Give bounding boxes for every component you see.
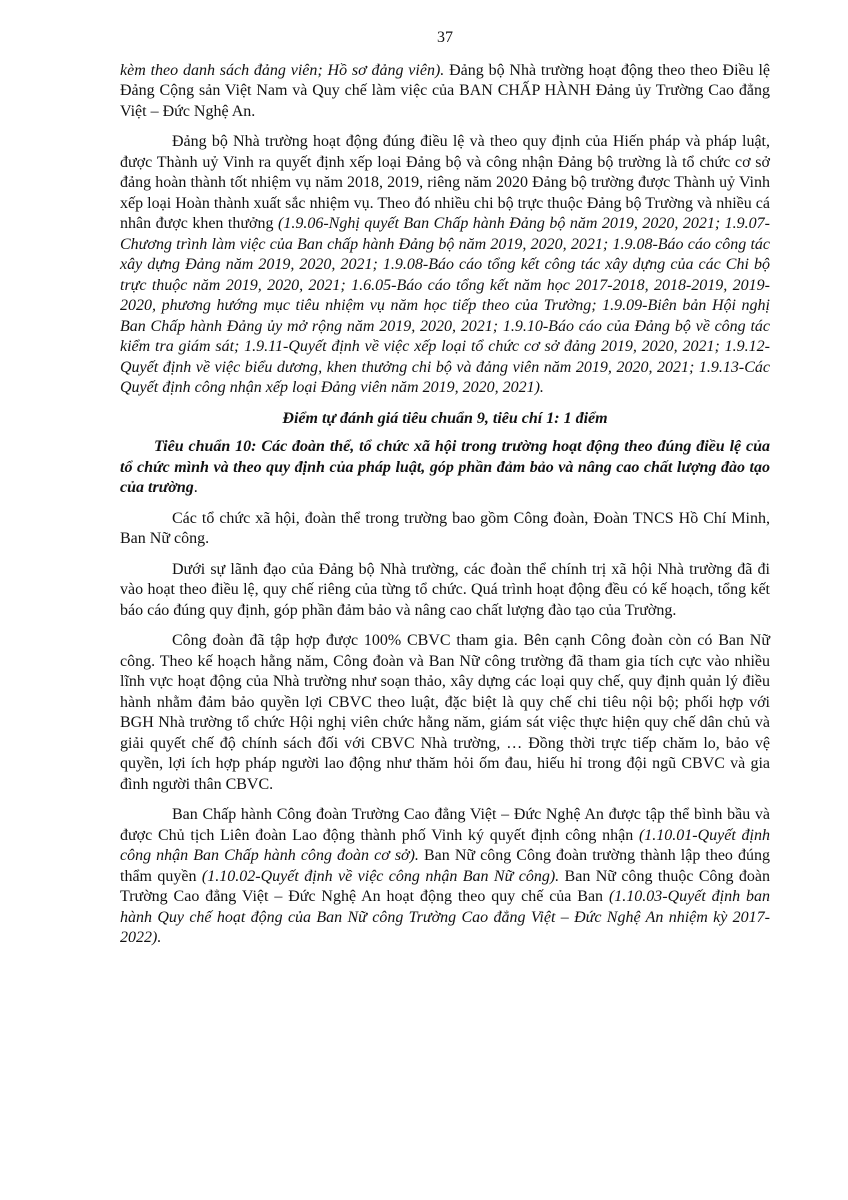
text-run: Dưới sự lãnh đạo của Đảng bộ Nhà trường, các đoàn thể chính trị xã hội Nhà trường đã đi vào hoạt theo điều lệ, quy chế riêng của từng tổ chức. Quá trình hoạt động đều có kế hoạch, tổng kết báo cáo đúng quy định, góp phần đảm bảo và nâng cao chất lượng đào tạo của Trường. xyxy=(120,560,770,619)
evidence-citation: (1.10.03-Quyết định ban hành Quy chế hoạt động của Ban Nữ công Trường Cao đẳng Việt – Đức Nghệ An nhiệm kỳ 2017-2022). xyxy=(120,888,770,946)
self-assessment-score: Điểm tự đánh giá tiêu chuẩn 9, tiêu chí 1: 1 điểm xyxy=(282,409,608,427)
paragraph-leadership xyxy=(120,560,770,622)
page-number: 37 xyxy=(437,29,453,46)
text-run: Ban Chấp hành Công đoàn Trường Cao đẳng Việt – Đức Nghệ An được tập thể bình bầu và được Chủ tịch Liên đoàn Lao động thành phố Vinh ký quyết định công nhận xyxy=(120,806,770,844)
text-run: Đảng bộ Nhà trường hoạt động đúng điều lệ và theo quy định của Hiến pháp và pháp luật, được Thành uỷ Vinh ra quyết định xếp loại Đảng bộ và công nhận Đảng bộ trường là tổ chức cơ sở đảng hoàn thành tốt nhiệm vụ năm 2018, 2019, riêng năm 2020 Đảng bộ trường được Thành uỷ Vinh xếp loại Hoàn thành xuất sắc nhiệm vụ. Theo đó nhiều chi bộ trực thuộc Đảng bộ Trường và nhiều cá nhân được khen thưởng xyxy=(120,133,770,232)
paragraph-party-evaluation xyxy=(120,132,770,399)
evidence-citation: (1.9.06-Nghị quyết Ban Chấp hành Đảng bộ năm 2019, 2020, 2021; 1.9.07-Chương trình làm việc của Ban chấp hành Đảng bộ năm 2019, 2020, 2021; 1.9.08-Báo cáo công tác xây dựng Đảng năm 2019, 2020, 2021; 1.9.08-Báo cáo tổng kết công tác xây dựng của các Chi bộ trực thuộc năm 2019, 2020, 2021; 1.6.05-Báo cáo tổng kết năm học 2017-2018, 2018-2019, 2019-2020, phương hướng mục tiêu nhiệm vụ năm học tiếp theo của Trường; 1.9.09-Biên bản Hội nghị Ban Chấp hành Đảng ủy mở rộng năm 2019, 2020, 2021; 1.9.10-Báo cáo của Đảng bộ về công tác kiểm tra giám sát; 1.9.11-Quyết định về việc xếp loại tổ chức cơ sở đảng 2019, 2020, 2021; 1.9.12-Quyết định về việc biểu dương, khen thưởng chi bộ và đảng viên năm 2019, 2020, 2021; 1.9.13-Các Quyết định công nhận xếp loại Đảng viên năm 2019, 2020, 2021). xyxy=(120,215,771,396)
text-run: Ban Nữ công Công đoàn trường thành lập theo đúng thẩm quyền xyxy=(120,847,771,885)
text-run: Công đoàn đã tập hợp được 100% CBVC tham gia. Bên cạnh Công đoàn còn có Ban Nữ công. Theo kế hoạch hằng năm, Công đoàn và Ban Nữ công trường đã tham gia tích cực vào nhiều lĩnh vực hoạt động của Nhà trường như soạn thảo, xây dựng các loại quy chế, quy định quản lý điều hành nhằm đảm bảo quyền lợi CBVC theo luật, đặc biệt là quy chế chi tiêu nội bộ; phối hợp với BGH Nhà trường tổ chức Hội nghị viên chức hằng năm, giám sát việc thực hiện quy chế dân chủ và giải quyết chế độ chính sách đối với CBVC Nhà trường, … Đồng thời trực tiếp chăm lo, bảo vệ quyền, lợi ích hợp pháp người lao động như thăm hỏi ốm đau, hiếu hỉ trong đội ngũ CBVC và gia đình người thân CBVC. xyxy=(120,632,770,793)
standard-10-heading xyxy=(120,437,770,499)
text-run: Các tổ chức xã hội, đoàn thể trong trường bao gồm Công đoàn, Đoàn TNCS Hồ Chí Minh, Ban Nữ công. xyxy=(120,509,770,547)
paragraph-organizations xyxy=(120,509,770,550)
paragraph-trade-union xyxy=(120,631,770,795)
paragraph-union-executive xyxy=(120,805,770,949)
paragraph-party-regulation xyxy=(120,61,770,123)
standard-heading-text: Tiêu chuẩn 10: Các đoàn thể, tổ chức xã hội trong trường hoạt động theo đúng điều lệ của tổ chức mình và theo quy định của pháp luật, góp phần đảm bảo và nâng cao chất lượng đào tạo của trường xyxy=(120,438,770,496)
document-page xyxy=(120,28,770,959)
text-run: Đảng bộ Nhà trường hoạt động theo theo Điều lệ Đảng Cộng sản Việt Nam và Quy chế làm việc của BAN CHẤP HÀNH Đảng ủy Trường Cao đẳng Việt – Đức Nghệ An. xyxy=(120,61,771,120)
evidence-citation: (1.10.02-Quyết định về việc công nhận Ban Nữ công). xyxy=(201,867,560,885)
text-run: kèm theo danh sách đảng viên; Hồ sơ đảng viên). xyxy=(120,61,445,79)
standard-heading-period: . xyxy=(193,479,198,496)
evidence-citation: (1.10.01-Quyết định công nhận Ban Chấp hành công đoàn cơ sở). xyxy=(120,826,770,864)
text-run: Ban Nữ công thuộc Công đoàn Trường Cao đẳng Việt – Đức Nghệ An hoạt động theo quy chế của Ban xyxy=(120,867,771,905)
